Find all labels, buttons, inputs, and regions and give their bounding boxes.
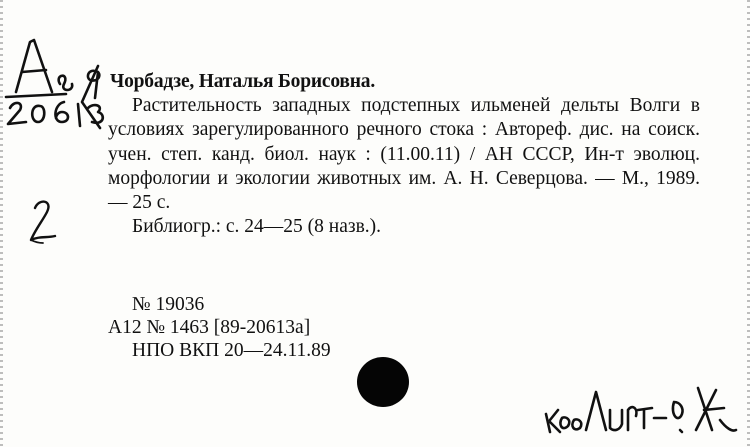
handwritten-number-two xyxy=(25,196,61,246)
punch-hole xyxy=(357,357,409,407)
bibliography-note: Библиогр.: с. 24—25 (8 назв.). xyxy=(132,216,382,238)
author-heading: Чорбадзе, Наталья Борисовна. xyxy=(110,71,376,92)
bibliographic-description: Растительность западных подстепных ильменей дельты Волги в условиях зарегулированного речного стока : Автореф. дис. на соиск. учен. степ. канд. биол. наук : (11.00.11) / АН СССР, Ин-т эволюц. морфологии и экологии животных им. А. Н. Северцова. — М., 1989. — 25 с. xyxy=(108,95,700,214)
handwritten-signature xyxy=(540,380,740,442)
handwritten-shelf-mark xyxy=(0,0,110,140)
npo-vkp-line: НПО ВКП 20—24.11.89 xyxy=(132,340,331,361)
accession-number: № 19036 xyxy=(132,294,205,315)
call-number: А12 № 1463 [89-20613а] xyxy=(108,317,311,338)
bibliographic-entry xyxy=(108,70,700,239)
